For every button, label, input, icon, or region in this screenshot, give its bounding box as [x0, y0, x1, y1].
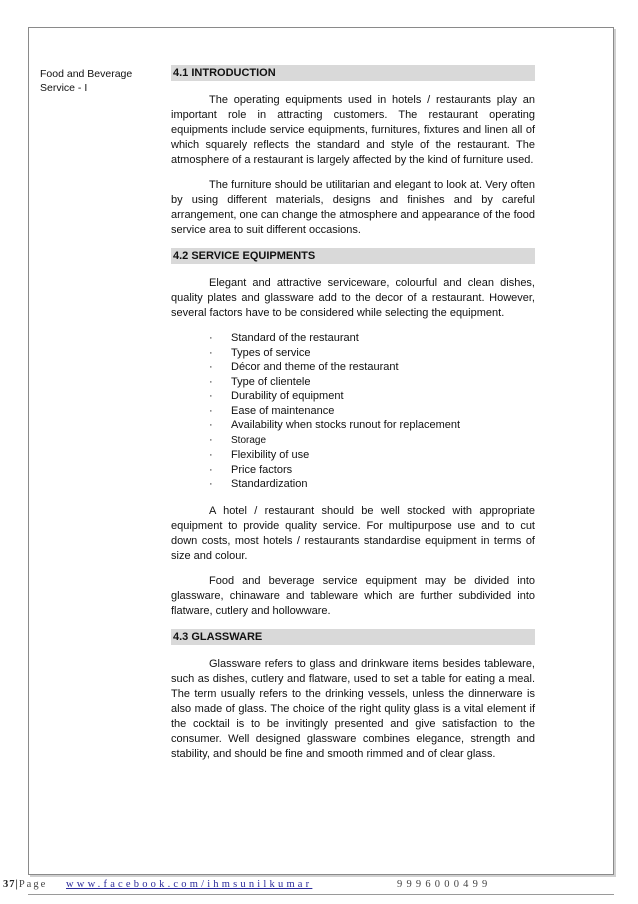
factor-list	[171, 331, 535, 492]
paragraph: A hotel / restaurant should be well stocked with appropriate equipment to provide quality service. For multipurpose use and to cut down costs, most hotels / restaurants standardise equipment in terms of size and colour.	[171, 504, 535, 562]
footer-divider	[28, 894, 614, 895]
phone-number: 9996000499	[397, 879, 492, 890]
paragraph: The operating equipments used in hotels / restaurants play an important role in attracting customers. The restaurant operating equipments include service equipments, furnitures, fixtures and linen all of which squarely reflects the standard and style of the restaurant. The atmosphere of a restaurant is largely affected by the kind of furniture used.	[171, 94, 535, 166]
list-item-text: Availability when stocks runout for replacement	[231, 419, 461, 431]
sidebar-title	[40, 67, 150, 95]
sidebar-title-line1: Food and Beverage	[40, 68, 133, 80]
bullet-icon: ·	[209, 404, 213, 417]
list-item-text: Flexibility of use	[231, 449, 310, 461]
paragraph: The furniture should be utilitarian and elegant to look at. Very often by using different materials, designs and finishes and by careful arrangement, one can change the atmosphere and appearance of the food service area to suit different occasions.	[171, 179, 535, 236]
list-item	[209, 375, 535, 390]
page-number	[3, 879, 47, 890]
bullet-icon: ·	[209, 346, 213, 359]
bullet-icon: ·	[209, 478, 213, 490]
bullet-icon: ·	[209, 332, 213, 344]
page-footer	[0, 879, 638, 895]
paragraph: Glassware refers to glass and drinkware items besides tableware, such as dishes, cutlery and flatware, used to set a table for eating a meal. The term usually refers to the drinking vessels, unless the dinnerware is also made of glass. The choice of the right qulity glass is a vital element if the cocktail is to be invitingly presented and give satisfaction to the consumer. Well designed glassware combines elegance, strength and stability, and should be fine and smooth rimmed and of clear glass.	[171, 657, 535, 760]
list-item-text: Price factors	[231, 463, 293, 476]
section-heading-glassware: 4.3 GLASSWARE	[171, 629, 535, 645]
bullet-icon: ·	[209, 361, 213, 373]
list-item-text: Storage	[231, 434, 267, 446]
list-item-text: Type of clientele	[231, 375, 311, 388]
bullet-icon: ·	[209, 419, 213, 431]
section-heading-service-equipments: 4.2 SERVICE EQUIPMENTS	[171, 248, 535, 264]
bullet-icon: ·	[209, 449, 213, 461]
page-number-value: 37	[3, 879, 16, 890]
list-item	[209, 448, 535, 463]
page-word: Page	[18, 879, 48, 890]
list-item	[209, 346, 535, 361]
list-item	[209, 418, 535, 433]
list-item-text: Ease of maintenance	[231, 404, 335, 417]
list-item	[209, 331, 535, 346]
list-item-text: Décor and theme of the restaurant	[231, 361, 399, 373]
list-item-text: Standardization	[231, 478, 308, 490]
paragraph: Elegant and attractive serviceware, colourful and clean dishes, quality plates and glassware add to the decor of a restaurant. However, several factors have to be considered while selecting the equipment.	[171, 277, 535, 319]
list-item-text: Types of service	[231, 346, 311, 359]
page-separator: |	[15, 879, 19, 890]
main-content	[171, 65, 535, 772]
bullet-icon: ·	[209, 375, 213, 388]
list-item	[209, 404, 535, 419]
bullet-icon: ·	[209, 433, 213, 446]
bullet-icon: ·	[209, 463, 213, 476]
section-heading-introduction: 4.1 INTRODUCTION	[171, 65, 535, 81]
paragraph: Food and beverage service equipment may be divided into glassware, chinaware and tableware which are further subdivided into flatware, cutlery and hollowware.	[171, 574, 535, 617]
sidebar-title-line2: Service - I	[40, 82, 88, 94]
bullet-icon: ·	[209, 390, 213, 402]
list-item	[209, 360, 535, 375]
list-item-text: Durability of equipment	[231, 390, 344, 402]
list-item	[209, 477, 535, 492]
list-item	[209, 433, 535, 449]
list-item-text: Standard of the restaurant	[231, 332, 359, 344]
facebook-link[interactable]: www.facebook.com/ihmsunilkumar	[66, 879, 313, 890]
list-item	[209, 463, 535, 478]
list-item	[209, 389, 535, 404]
